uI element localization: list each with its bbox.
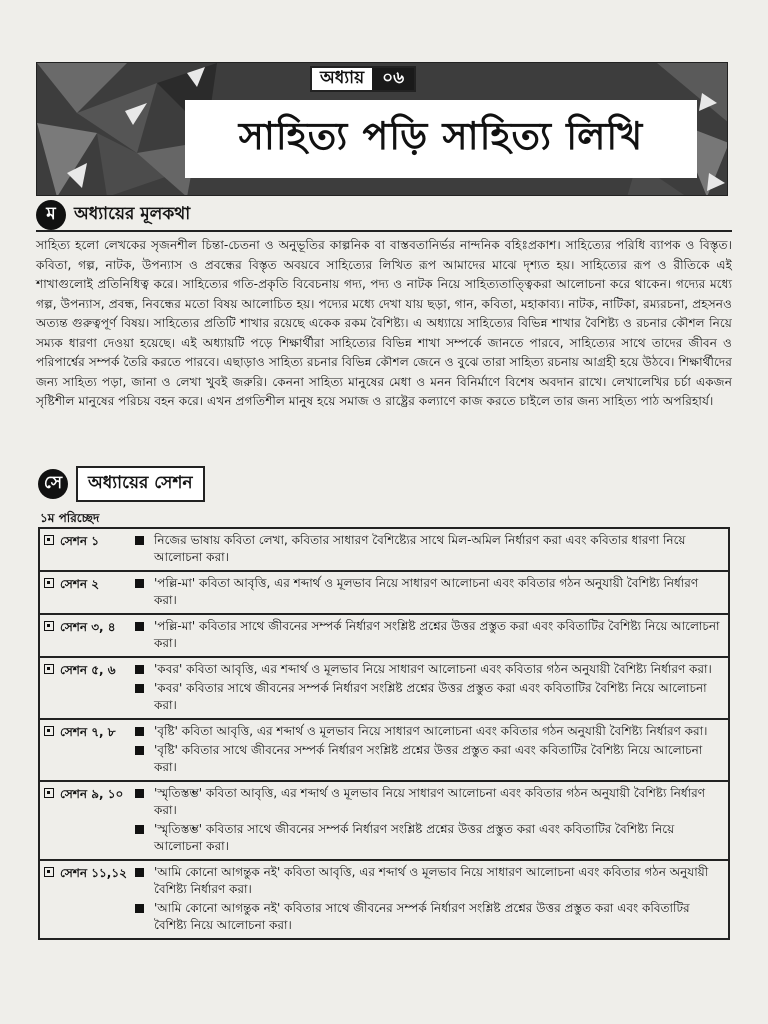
summary-text: সাহিত্য হলো লেখকের সৃজনশীল চিন্তা-চেতনা ও অনুভূতির কাল্পনিক বা বাস্তবতানির্ভর নান্দনিক বহিঃপ্রকাশ। সাহিত্যের পরিধি ব্যাপক ও বিস্তৃত। কবিতা, গল্প, নাটক, উপন্যাস ও প্রবন্ধের বিস্তৃত অবয়বে সাহিত্যের লিখিত রূপ আমাদের মাঝে দৃশ্যত হয়। সাহিত্যের রূপ ও রীতিকে এই শাখাগুলোই প্রতিনিধিত্ব করে। সাহিত্যের গতি-প্রকৃতি বিবেচনায় গদ্য, পদ্য ও নাটক নিয়ে সাহিত্যতাত্ত্বিকরা আলোচনা করে থাকেন। গদ্যের মধ্যে গল্প, উপন্যাস, প্রবন্ধ, নিবন্ধের মতো বিষয় আলোচিত হয়। পদ্যের মধ্যে দেখা যায় ছড়া, গান, কবিতা, মহাকাব্য। নাটক, নাটিকা, রম্যরচনা, প্রহসনও অত্যন্ত গুরুত্বপূর্ণ বিষয়। সাহিত্যের প্রতিটি শাখার রয়েছে একেক রকম বৈশিষ্ট্য। এ অধ্যায়ে সাহিত্যের বিভিন্ন শাখার বৈশিষ্ট্য ও রচনার কৌশল নিয়ে সম্যক ধারণা দেওয়া হয়েছে। এই অধ্যায়টি পড়ে শিক্ষার্থীরা সাহিত্যের বিভিন্ন শাখা সম্পর্কে জানতে পারবে, সাহিত্যের সাথে তাদের জীবন ও পরিপার্শ্বের সম্পর্ক তৈরি করতে পারবে। এছাড়াও সাহিত্য রচনার বিভিন্ন কৌশল জেনে ও বুঝে তারা সাহিত্য রচনায় আগ্রহী হয়ে উঠবে। শিক্ষার্থীদের জন্য সাহিত্য পড়া, জানা ও লেখা খুবই জরুরি। কেননা সাহিত্য মানুষের মেধা ও মনন বিনির্মাণে বিশেষ অবদান রাখে। লেখালেখির চর্চা একজন সৃষ্টিশীল মানুষের পরিচয় বহন করে। এখন প্রগতিশীল মানুষ হয়ে সমাজ ও রাষ্ট্রের কল্যাণে কাজ করতে চাইলে তার জন্য সাহিত্য পাঠ অপরিহার্য। <box>36 238 732 408</box>
session-item-text: 'কবর' কবিতা আবৃত্তি, এর শব্দার্থ ও মূলভাব নিয়ে সাধারণ আলোচনা এবং কবিতার গঠন অনুযায়ী বৈশিষ্ট্য নির্ধারণ করা। <box>154 662 712 676</box>
session-item-text: 'কবর' কবিতার সাথে জীবনের সম্পর্ক নির্ধারণ সংশ্লিষ্ট প্রশ্নের উত্তর প্রস্তুত করা এবং কবিতাটির বৈশিষ্ট্য নিয়ে আলোচনা করা। <box>154 681 707 712</box>
session-label: সেশন ৫, ৬ <box>60 663 116 677</box>
square-bullet-icon <box>135 825 144 834</box>
checkbox-square-icon <box>44 726 54 736</box>
summary-section-icon: ম <box>36 200 66 230</box>
session-item-text: 'পল্লি-মা' কবিতার সাথে জীবনের সম্পর্ক নির্ধারণ সংশ্লিষ্ট প্রশ্নের উত্তর প্রস্তুত করা এবং কবিতাটির বৈশিষ্ট্য নিয়ে আলোচনা করা। <box>154 619 720 650</box>
session-item <box>135 532 722 566</box>
session-items <box>135 615 728 656</box>
session-row <box>40 658 728 720</box>
square-bullet-icon <box>135 622 144 631</box>
chapter-badge <box>310 66 416 92</box>
square-bullet-icon <box>135 904 144 913</box>
session-label-cell <box>40 572 135 613</box>
sessions-heading <box>38 466 205 502</box>
session-item <box>135 785 722 819</box>
session-label-cell <box>40 615 135 656</box>
session-label: সেশন ১ <box>60 534 100 548</box>
session-label-cell <box>40 861 135 938</box>
session-label: সেশন ২ <box>60 577 100 591</box>
sessions-table <box>38 527 730 940</box>
session-item-text: 'বৃষ্টি' কবিতার সাথে জীবনের সম্পর্ক নির্ধারণ সংশ্লিষ্ট প্রশ্নের উত্তর প্রস্তুত করা এবং কবিতাটির বৈশিষ্ট্য নিয়ে আলোচনা করা। <box>154 743 703 774</box>
chapter-title-box <box>185 100 697 178</box>
session-item <box>135 900 722 934</box>
session-items <box>135 658 728 718</box>
session-item-text: নিজের ভাষায় কবিতা লেখা, কবিতার সাধারণ বৈশিষ্ট্যের সাথে মিল-অমিল নির্ধারণ করা এবং কবিতার ধারণা নিয়ে আলোচনা করা। <box>154 533 686 564</box>
session-label: সেশন ১১,১২ <box>60 866 127 880</box>
session-item <box>135 723 722 740</box>
sessions-section-icon: সে <box>38 469 68 499</box>
session-row <box>40 720 728 782</box>
session-item <box>135 661 722 678</box>
session-items <box>135 861 728 938</box>
checkbox-square-icon <box>44 664 54 674</box>
summary-title: অধ্যায়ের মূলকথা <box>74 204 191 224</box>
sessions-title: অধ্যায়ের সেশন <box>76 466 205 502</box>
session-item-text: 'আমি কোনো আগন্তুক নই' কবিতার সাথে জীবনের সম্পর্ক নির্ধারণ সংশ্লিষ্ট প্রশ্নের উত্তর প্রস্তুত করা এবং কবিতাটির বৈশিষ্ট্য নিয়ে আলোচনা করা। <box>154 901 690 932</box>
square-bullet-icon <box>135 684 144 693</box>
session-item <box>135 742 722 776</box>
summary-heading <box>36 200 190 230</box>
checkbox-square-icon <box>44 578 54 588</box>
square-bullet-icon <box>135 727 144 736</box>
session-items <box>135 529 728 570</box>
session-item <box>135 821 722 855</box>
square-bullet-icon <box>135 536 144 545</box>
square-bullet-icon <box>135 579 144 588</box>
session-label: সেশন ৭, ৮ <box>60 725 116 739</box>
session-item-text: 'আমি কোনো আগন্তুক নই' কবিতা আবৃত্তি, এর শব্দার্থ ও মূলভাব নিয়ে সাধারণ আলোচনা এবং কবিতার গঠন অনুযায়ী বৈশিষ্ট্য নির্ধারণ করা। <box>154 865 709 896</box>
session-label: সেশন ৯, ১০ <box>60 787 124 801</box>
square-bullet-icon <box>135 665 144 674</box>
summary-divider <box>36 230 732 232</box>
checkbox-square-icon <box>44 867 54 877</box>
session-item <box>135 864 722 898</box>
session-label-cell <box>40 782 135 859</box>
session-item-text: 'বৃষ্টি' কবিতা আবৃত্তি, এর শব্দার্থ ও মূলভাব নিয়ে সাধারণ আলোচনা এবং কবিতার গঠন অনুযায়ী বৈশিষ্ট্য নির্ধারণ করা। <box>154 724 708 738</box>
chapter-word: অধ্যায় <box>312 68 372 90</box>
session-item-text: 'স্মৃতিস্তম্ভ' কবিতার সাথে জীবনের সম্পর্ক নির্ধারণ সংশ্লিষ্ট প্রশ্নের উত্তর প্রস্তুত করা এবং কবিতাটির বৈশিষ্ট্য নিয়ে আলোচনা করা। <box>154 822 675 853</box>
session-row <box>40 615 728 658</box>
session-row <box>40 782 728 861</box>
session-items <box>135 572 728 613</box>
chapter-title: সাহিত্য পড়ি সাহিত্য লিখি <box>238 113 644 158</box>
part-label: ১ম পরিচ্ছেদ <box>40 511 100 525</box>
session-item <box>135 618 722 652</box>
session-items <box>135 720 728 780</box>
session-row <box>40 572 728 615</box>
session-row <box>40 861 728 940</box>
square-bullet-icon <box>135 789 144 798</box>
session-label-cell <box>40 658 135 718</box>
session-label-cell <box>40 529 135 570</box>
square-bullet-icon <box>135 746 144 755</box>
session-items <box>135 782 728 859</box>
session-item-text: 'পল্লি-মা' কবিতা আবৃত্তি, এর শব্দার্থ ও মূলভাব নিয়ে সাধারণ আলোচনা এবং কবিতার গঠন অনুযায়ী বৈশিষ্ট্য নির্ধারণ করা। <box>154 576 699 607</box>
session-item-text: 'স্মৃতিস্তম্ভ' কবিতা আবৃত্তি, এর শব্দার্থ ও মূলভাব নিয়ে সাধারণ আলোচনা এবং কবিতার গঠন অনুযায়ী বৈশিষ্ট্য নির্ধারণ করা। <box>154 786 705 817</box>
checkbox-square-icon <box>44 621 54 631</box>
checkbox-square-icon <box>44 788 54 798</box>
session-row <box>40 529 728 572</box>
chapter-number: ০৬ <box>372 68 414 90</box>
session-label-cell <box>40 720 135 780</box>
square-bullet-icon <box>135 868 144 877</box>
session-item <box>135 575 722 609</box>
session-label: সেশন ৩, ৪ <box>60 620 116 634</box>
session-item <box>135 680 722 714</box>
checkbox-square-icon <box>44 535 54 545</box>
